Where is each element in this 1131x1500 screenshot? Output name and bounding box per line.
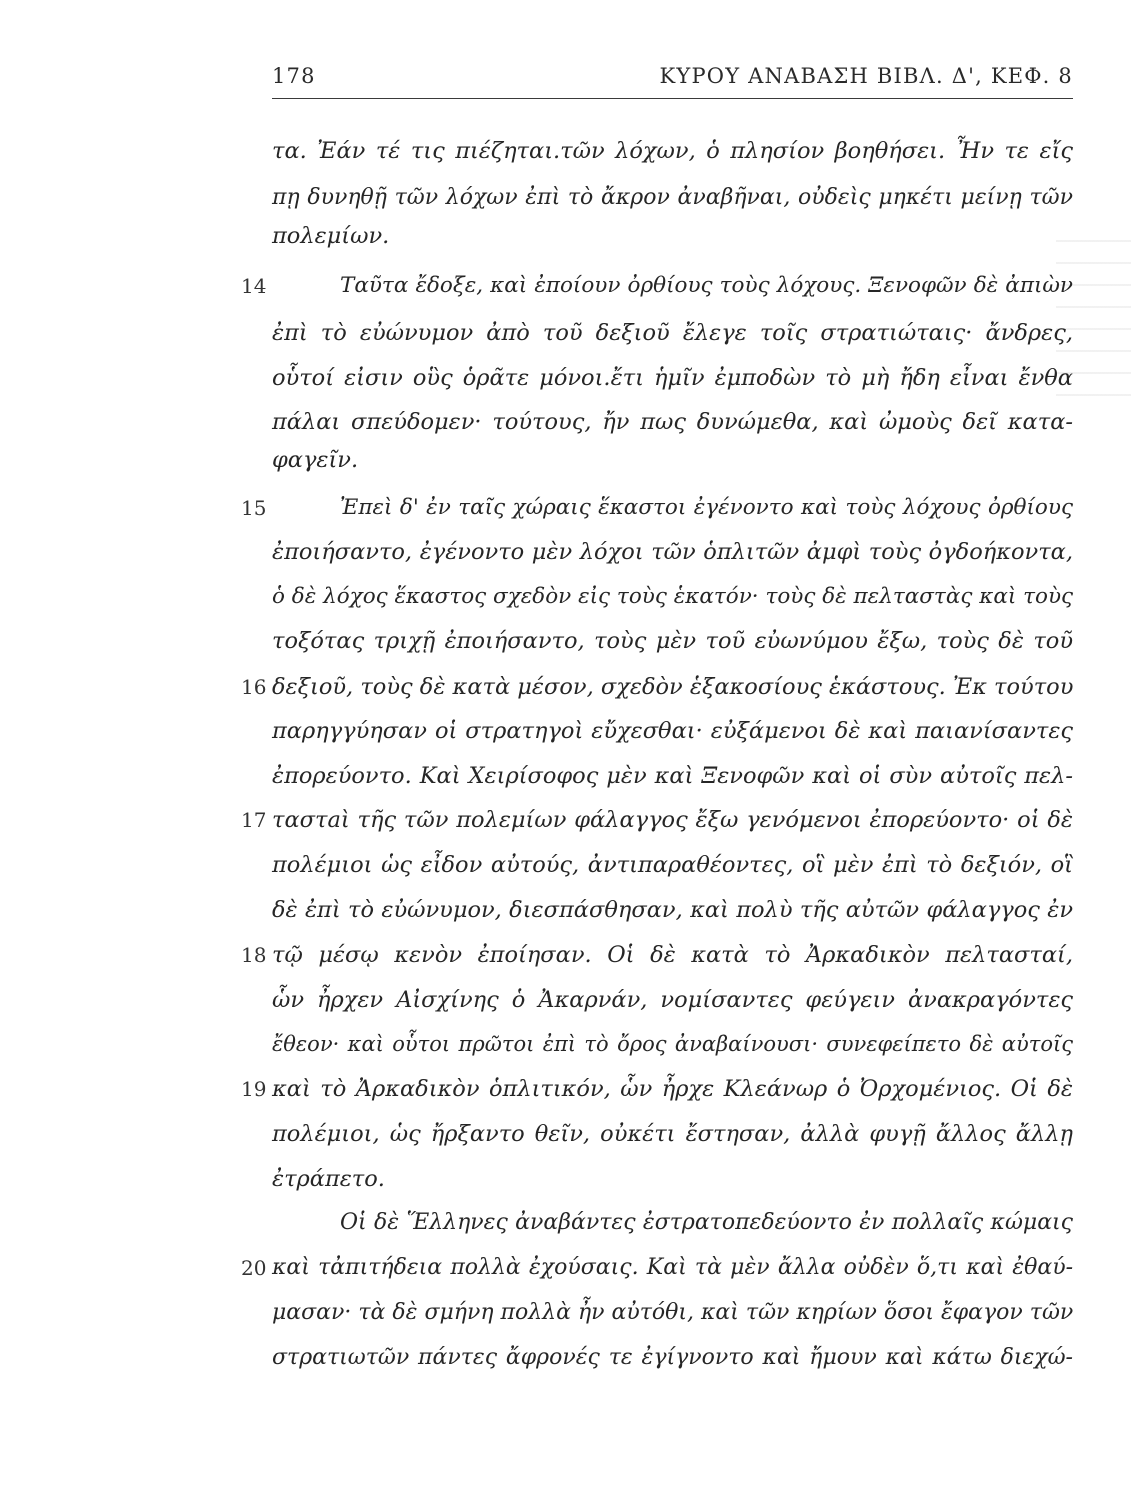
text-line: μασαν· τὰ δὲ σμήνη πολλὰ ἦν αὐτόθι, καὶ τῶν κηρίων ὅσοι ἔφαγον τῶν (272, 1300, 1074, 1325)
text-line: Ταῦτα ἔδοξε, καὶ ἐποίουν ὀρθίους τοὺς λόχους. Ξενοφῶν δὲ ἀπιὼν (340, 273, 1073, 298)
text-line: τα. Ἐάν τέ τις πιέζηται.τῶν λόχων, ὁ πλησίον βοηθήσει. Ἦν τε εἴς (272, 138, 1073, 164)
text-line: πολέμιοι ὡς εἶδον αὐτούς, ἀντιπαραθέοντες, οἳ μὲν ἐπὶ τὸ δεξιόν, οἳ (272, 852, 1073, 878)
text-line: δὲ ἐπὶ τὸ εὐώνυμον, διεσπάσθησαν, καὶ πολὺ τῆς αὐτῶν φάλαγγος ἐν (272, 897, 1073, 923)
text-line: δεξιοῦ, τοὺς δὲ κατὰ μέσον, σχεδὸν ἑξακοσίους ἑκάστους. Ἐκ τούτου (272, 674, 1074, 700)
text-line: πολέμιοι, ὡς ἤρξαντο θεῖν, οὐκέτι ἔστησαν, ἀλλὰ φυγῇ ἄλλος ἄλλῃ (272, 1121, 1073, 1147)
text-line: πάλαι σπεύδομεν· τούτους, ἤν πως δυνώμεθα, καὶ ὠμοὺς δεῖ κατα- (272, 409, 1073, 435)
text-line: ἐποιήσαντο, ἐγένοντο μὲν λόχοι τῶν ὁπλιτῶν ἀμφὶ τοὺς ὀγδοήκοντα, (272, 539, 1073, 565)
page-number: 178 (272, 64, 316, 88)
text-line: πολεμίων. (272, 223, 390, 249)
text-line: πῃ δυνηθῇ τῶν λόχων ἐπὶ τὸ ἄκρον ἀναβῆναι, οὐδεὶς μηκέτι μείνῃ τῶν (272, 185, 1073, 210)
text-line: Ἐπεὶ δ' ἐν ταῖς χώραις ἕκαστοι ἐγένοντο καὶ τοὺς λόχους ὀρθίους (340, 495, 1073, 520)
section-number: 17 (241, 808, 267, 832)
text-line: καὶ τὸ Ἀρκαδικὸν ὁπλιτικόν, ὧν ἦρχε Κλεάνωρ ὁ Ὀρχομένιος. Οἱ δὲ (272, 1076, 1073, 1102)
text-line: ὧν ἦρχεν Αἰσχίνης ὁ Ἀκαρνάν, νομίσαντες φεύγειν ἀνακραγόντες (272, 987, 1073, 1013)
section-number: 19 (241, 1077, 267, 1101)
text-line: Οἱ δὲ Ἕλληνες ἀναβάντες ἐστρατοπεδεύοντο ἐν πολλαῖς κώμαις (340, 1210, 1073, 1235)
section-number: 14 (241, 274, 267, 298)
section-number: 15 (241, 496, 267, 520)
text-line: ὁ δὲ λόχος ἕκαστος σχεδὸν εἰς τοὺς ἑκατόν· τοὺς δὲ πελταστὰς καὶ τοὺς (272, 584, 1074, 609)
text-line: ἔθεον· καὶ οὗτοι πρῶτοι ἐπὶ τὸ ὄρος ἀναβαίνουσι· συνεφείπετο δὲ αὐτοῖς (272, 1032, 1073, 1056)
section-number: 16 (241, 675, 267, 699)
text-line: παρηγγύησαν οἱ στρατηγοὶ εὔχεσθαι· εὐξάμενοι δὲ καὶ παιανίσαντες (272, 718, 1073, 744)
running-title: ΚΥΡΟΥ ΑΝΑΒΑΣΗ ΒΙΒΛ. Δ', ΚΕΦ. 8 (659, 64, 1073, 88)
text-line: στρατιωτῶν πάντες ἄφρονές τε ἐγίγνοντο καὶ ἤμουν καὶ κάτω διεχώ- (272, 1345, 1073, 1370)
text-line: ἐτράπετο. (272, 1166, 385, 1192)
text-line: καὶ τἀπιτήδεια πολλὰ ἐχούσαις. Καὶ τὰ μὲν ἄλλα οὐδὲν ὅ,τι καὶ ἐθαύ- (272, 1255, 1073, 1280)
section-number: 18 (241, 943, 267, 967)
text-line: ἐπὶ τὸ εὐώνυμον ἀπὸ τοῦ δεξιοῦ ἔλεγε τοῖς στρατιώταις· ἄνδρες, (272, 320, 1073, 346)
text-line: ἐπορεύοντο. Καὶ Χειρίσοφος μὲν καὶ Ξενοφῶν καὶ οἱ σὺν αὐτοῖς πελ- (272, 763, 1073, 789)
text-line: οὗτοί εἰσιν οὓς ὁρᾶτε μόνοι.ἔτι ἡμῖν ἐμποδὼν τὸ μὴ ἤδη εἶναι ἔνθα (272, 365, 1073, 391)
text-line: ταστaὶ τῆς τῶν πολεμίων φάλαγγος ἔξω γενόμενοι ἐπορεύοντο· οἱ δὲ (272, 807, 1073, 833)
section-number: 20 (241, 1256, 267, 1280)
text-line: τοξότας τριχῇ ἐποιήσαντο, τοὺς μὲν τοῦ εὐωνύμου ἔξω, τοὺς δὲ τοῦ (272, 628, 1073, 654)
text-line: τῷ μέσῳ κενὸν ἐποίησαν. Οἱ δὲ κατὰ τὸ Ἀρκαδικὸν πελτασταί, (272, 942, 1073, 968)
text-line: φαγεῖν. (272, 447, 359, 473)
